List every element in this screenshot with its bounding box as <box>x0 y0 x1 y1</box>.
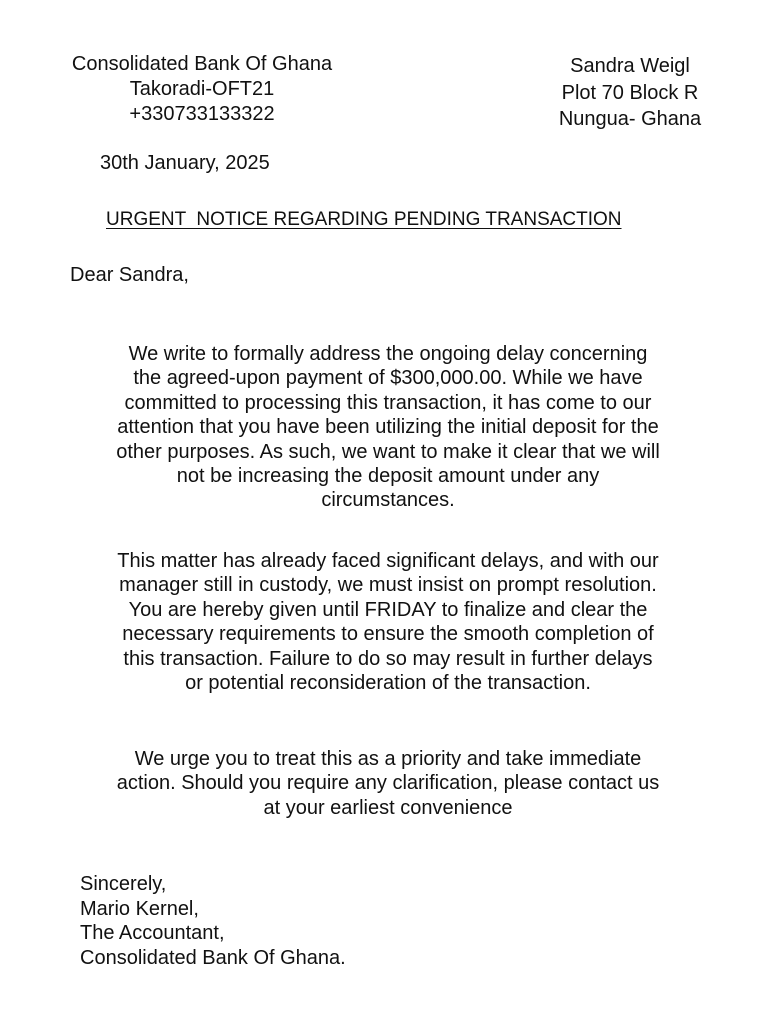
paragraph-line: You are hereby given until FRIDAY to finalize and clear the <box>128 598 648 621</box>
paragraph-line: at your earliest convenience <box>263 796 513 819</box>
sender-branch: Takoradi-OFT21 <box>129 78 275 100</box>
paragraph-line: the agreed-upon payment of $300,000.00. While we have <box>133 367 643 390</box>
body-paragraph-1 <box>54 342 722 513</box>
paragraph-line: We write to formally address the ongoing delay concerning <box>128 343 648 365</box>
signer-organization: Consolidated Bank Of Ghana. <box>80 947 346 970</box>
sender-address-block <box>40 52 364 127</box>
signer-title: The Accountant, <box>80 922 225 945</box>
recipient-address-line1: Plot 70 Block R <box>561 81 699 104</box>
recipient-name: Sandra Weigl <box>570 55 690 77</box>
letter-subject: URGENT NOTICE REGARDING PENDING TRANSACTION <box>106 209 622 230</box>
paragraph-line: This matter has already faced significant delays, and with our <box>117 550 659 572</box>
sender-phone: +330733133322 <box>129 103 275 125</box>
letter-date: 30th January, 2025 <box>100 152 270 174</box>
signer-name: Mario Kernel, <box>80 897 199 920</box>
paragraph-line: attention that you have been utilizing the initial deposit for the <box>117 416 659 439</box>
recipient-address-block <box>528 53 732 133</box>
paragraph-line: committed to processing this transaction, it has come to our <box>124 391 652 414</box>
paragraph-line: manager still in custody, we must insist on prompt resolution. <box>119 574 657 597</box>
paragraph-line: not be increasing the deposit amount under any <box>176 465 600 488</box>
paragraph-line: this transaction. Failure to do so may result in further delays <box>123 647 653 670</box>
closing-block <box>80 872 346 971</box>
sender-name: Consolidated Bank Of Ghana <box>71 53 333 75</box>
salutation: Dear Sandra, <box>70 264 189 286</box>
paragraph-line: necessary requirements to ensure the smooth completion of <box>122 623 654 646</box>
paragraph-line: action. Should you require any clarification, please contact us <box>116 772 660 795</box>
recipient-address-line2: Nungua- Ghana <box>558 108 702 130</box>
paragraph-line: or potential reconsideration of the transaction. <box>185 672 591 695</box>
body-paragraph-2 <box>54 549 722 695</box>
valediction: Sincerely, <box>80 873 167 895</box>
paragraph-line: other purposes. As such, we want to make it clear that we will <box>116 440 660 463</box>
paragraph-line: We urge you to treat this as a priority and take immediate <box>134 748 642 770</box>
body-paragraph-3 <box>54 747 722 820</box>
paragraph-line: circumstances. <box>321 489 455 512</box>
